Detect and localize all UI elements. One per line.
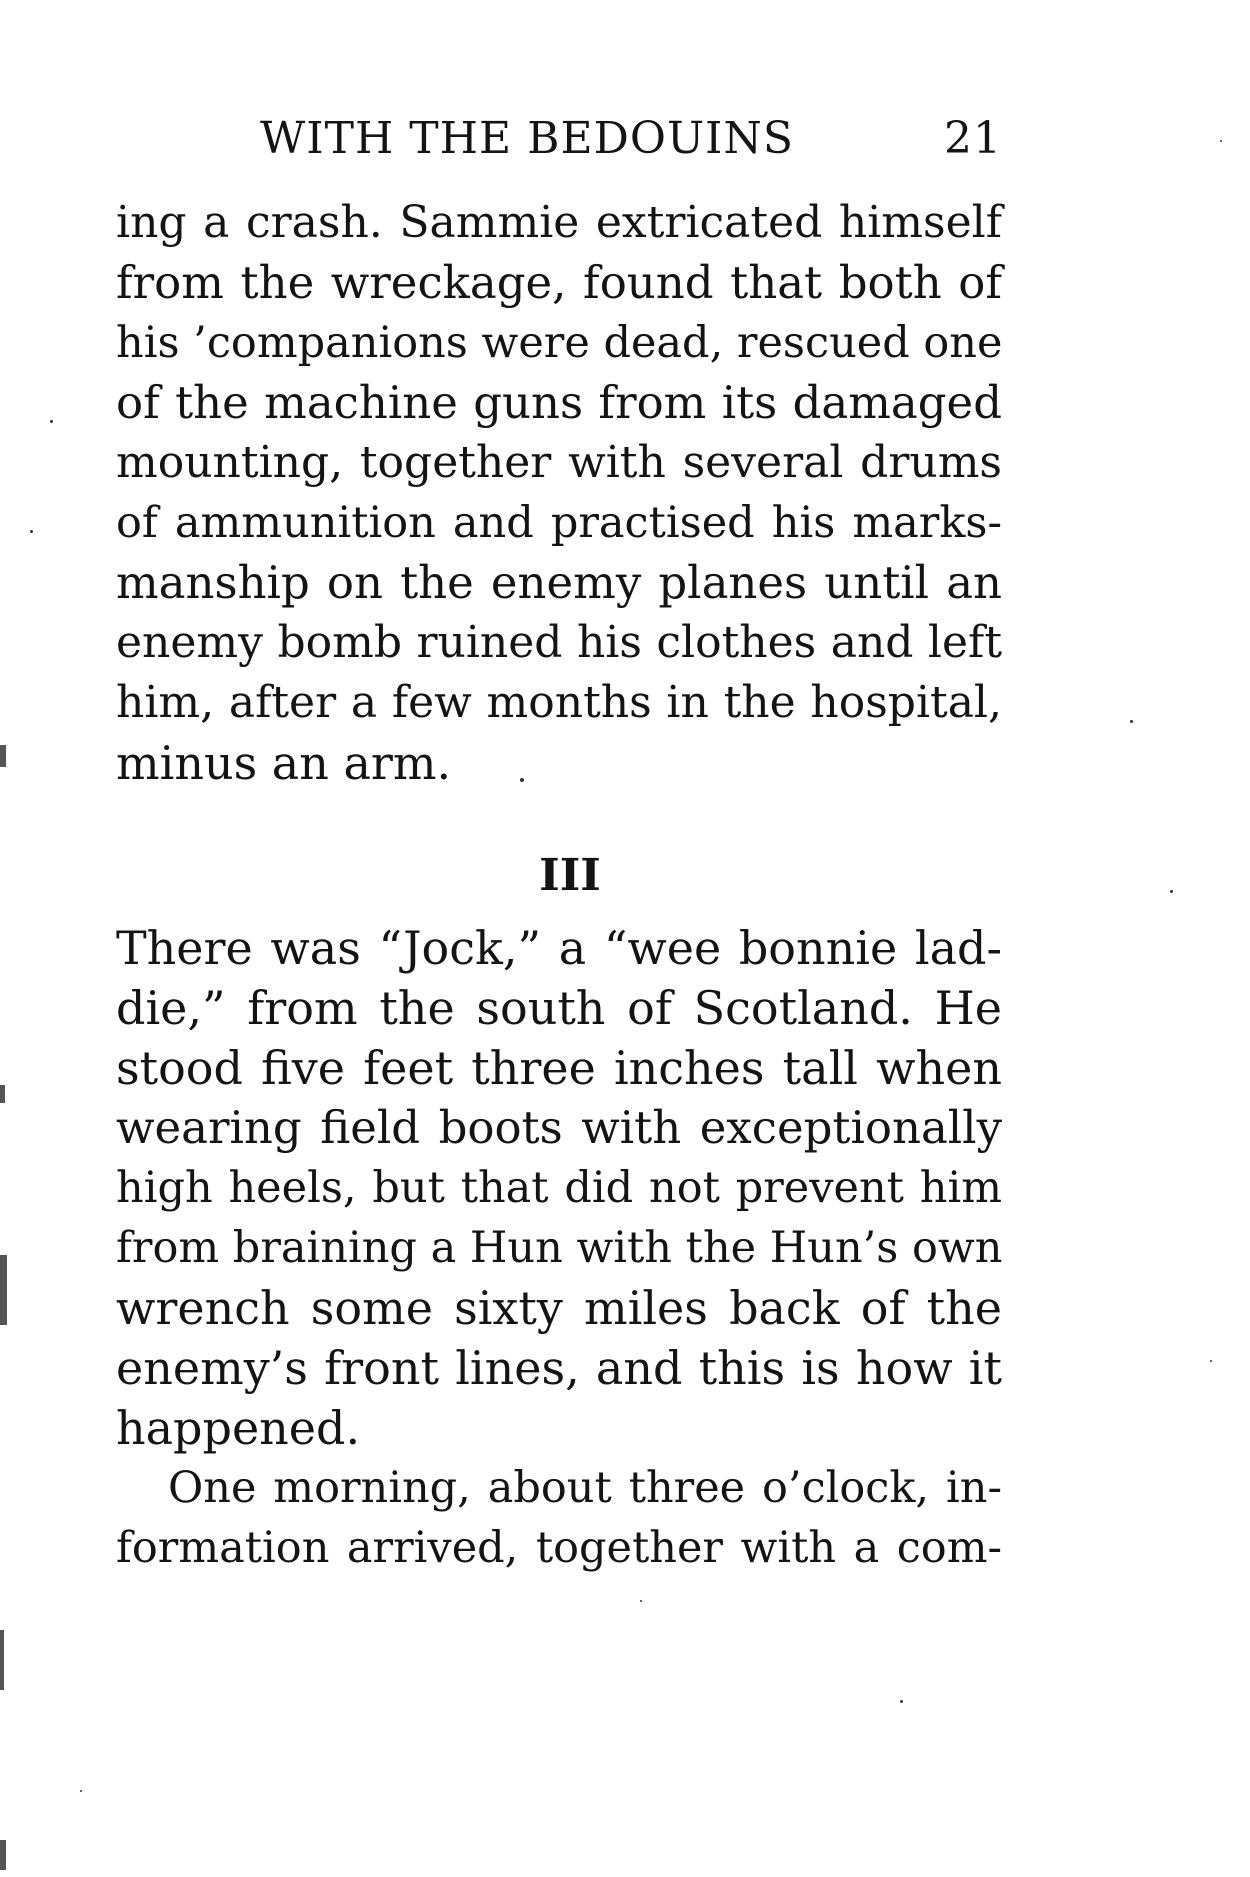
text-line: from braining a Hun with the Hun’s own bbox=[116, 1223, 1003, 1273]
scan-speck bbox=[80, 1790, 82, 1792]
text-line: manship on the enemy planes until an bbox=[116, 556, 1002, 609]
scan-edge-mark bbox=[0, 745, 6, 767]
scan-speck bbox=[1130, 720, 1133, 723]
scan-edge-mark bbox=[0, 1630, 4, 1690]
text-line: One morning, about three o’clock, in- bbox=[168, 1463, 1002, 1513]
text-line: stood five feet three inches tall when bbox=[116, 1041, 1002, 1095]
text-line: wrench some sixty miles back of the bbox=[116, 1281, 1002, 1335]
text-line: his ’companions were dead, rescued one bbox=[116, 318, 1003, 368]
scan-speck bbox=[640, 1600, 642, 1602]
scan-speck bbox=[30, 530, 33, 533]
scan-speck bbox=[520, 778, 524, 782]
text-line: There was “Jock,” a “wee bonnie lad- bbox=[116, 921, 1002, 975]
scan-speck bbox=[1220, 140, 1222, 142]
text-line: from the wreckage, found that both of bbox=[116, 256, 1002, 309]
section-heading: III bbox=[539, 850, 601, 901]
text-line: minus an arm. bbox=[116, 736, 452, 790]
text-line: of the machine guns from its damaged bbox=[116, 376, 1002, 429]
scan-speck bbox=[900, 1700, 903, 1703]
running-head bbox=[260, 113, 1002, 173]
running-head-title: WITH THE BEDOUINS bbox=[260, 113, 795, 164]
text-line: die,” from the south of Scotland. He bbox=[116, 981, 1002, 1035]
text-line: him, after a few months in the hospital, bbox=[116, 677, 1002, 728]
text-line: enemy bomb ruined his clothes and left bbox=[116, 617, 1002, 668]
text-line: enemy’s front lines, and this is how it bbox=[116, 1341, 1002, 1395]
scan-speck bbox=[50, 420, 53, 423]
scan-edge-mark bbox=[0, 1085, 5, 1103]
page-number: 21 bbox=[944, 113, 1002, 164]
scan-edge-mark bbox=[0, 1255, 7, 1325]
text-line: of ammunition and practised his marks- bbox=[116, 498, 1002, 548]
scan-edge-mark bbox=[0, 1840, 6, 1870]
text-line: formation arrived, together with a com- bbox=[116, 1523, 1002, 1573]
text-line: wearing field boots with exceptionally bbox=[116, 1101, 1002, 1154]
scan-speck bbox=[1210, 1360, 1212, 1362]
scan-speck bbox=[1170, 890, 1173, 893]
text-line: high heels, but that did not prevent him bbox=[116, 1163, 1002, 1213]
text-line: ing a crash. Sammie extricated himself bbox=[116, 197, 1002, 248]
text-line: mounting, together with several drums bbox=[116, 437, 1002, 488]
text-line: happened. bbox=[116, 1401, 361, 1455]
